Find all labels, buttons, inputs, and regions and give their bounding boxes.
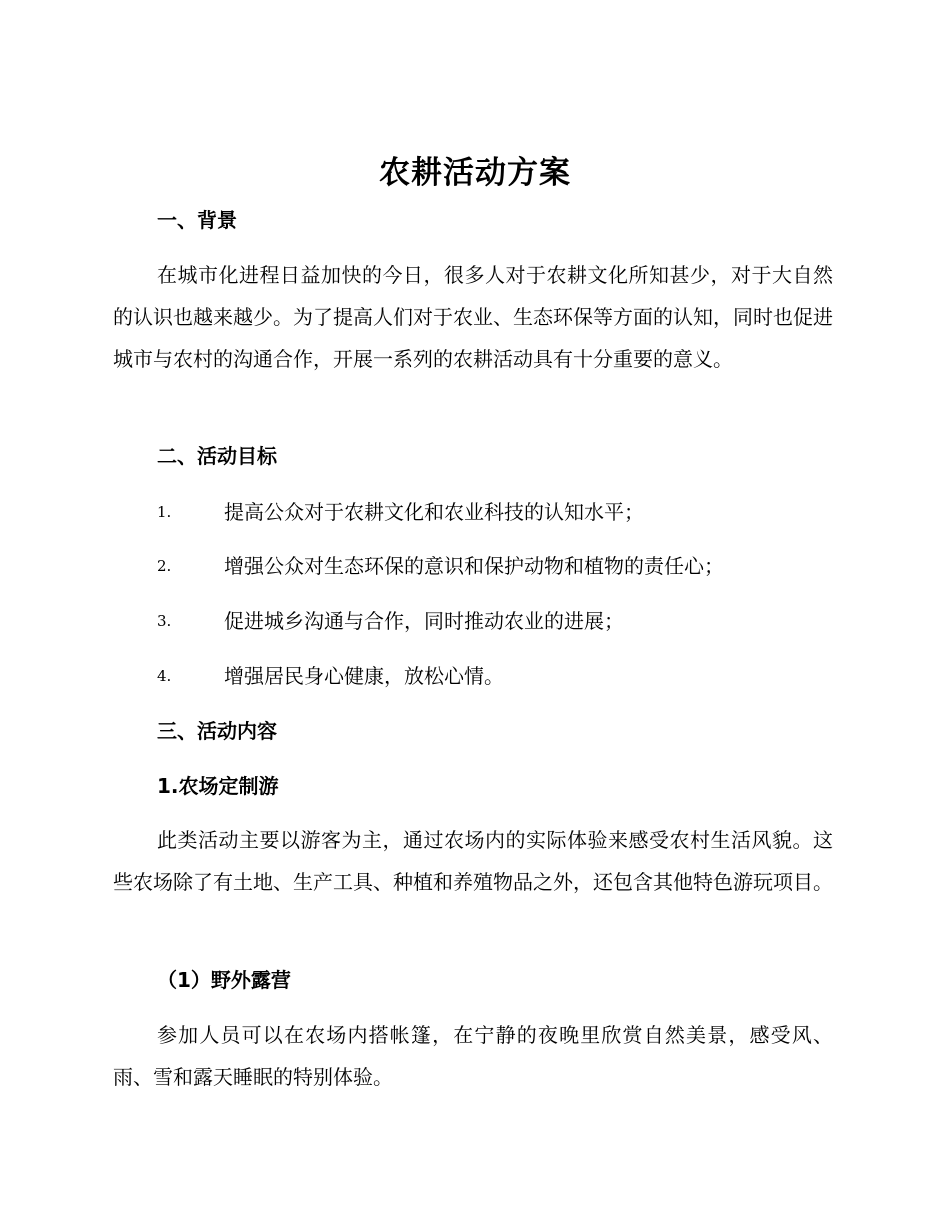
farm-tour-paragraph: 此类活动主要以游客为主，通过农场内的实际体验来感受农村生活风貌。这些农场除了有土地、生产工具、种植和养殖物品之外，还包含其他特色游玩项目。 xyxy=(113,828,833,894)
subheading-camping: （1）野外露营 xyxy=(157,968,291,992)
section-heading-background: 一、背景 xyxy=(157,208,237,232)
list-text: 提高公众对于农耕文化和农业科技的认知水平； xyxy=(224,500,644,524)
section-heading-goals: 二、活动目标 xyxy=(157,444,277,468)
list-text: 增强公众对生态环保的意识和保护动物和植物的责任心； xyxy=(224,554,724,578)
document-title: 农耕活动方案 xyxy=(379,155,571,191)
list-number: 4. xyxy=(157,667,172,685)
list-text: 促进城乡沟通与合作，同时推动农业的进展； xyxy=(224,609,624,633)
list-number: 3. xyxy=(157,612,172,630)
subheading-farm-tour: 1.农场定制游 xyxy=(157,774,279,798)
camping-paragraph: 参加人员可以在农场内搭帐篷，在宁静的夜晚里欣赏自然美景，感受风、雨、雪和露天睡眠的特别体验。 xyxy=(113,1023,833,1089)
list-text: 增强居民身心健康，放松心情。 xyxy=(224,664,504,688)
list-number: 2. xyxy=(157,557,172,575)
background-paragraph: 在城市化进程日益加快的今日，很多人对于农耕文化所知甚少，对于大自然的认识也越来越少。为了提高人们对于农业、生态环保等方面的认知，同时也促进城市与农村的沟通合作，开展一系列的农耕活动具有十分重要的意义。 xyxy=(113,263,833,371)
section-heading-content: 三、活动内容 xyxy=(157,719,277,743)
list-number: 1. xyxy=(157,503,172,521)
